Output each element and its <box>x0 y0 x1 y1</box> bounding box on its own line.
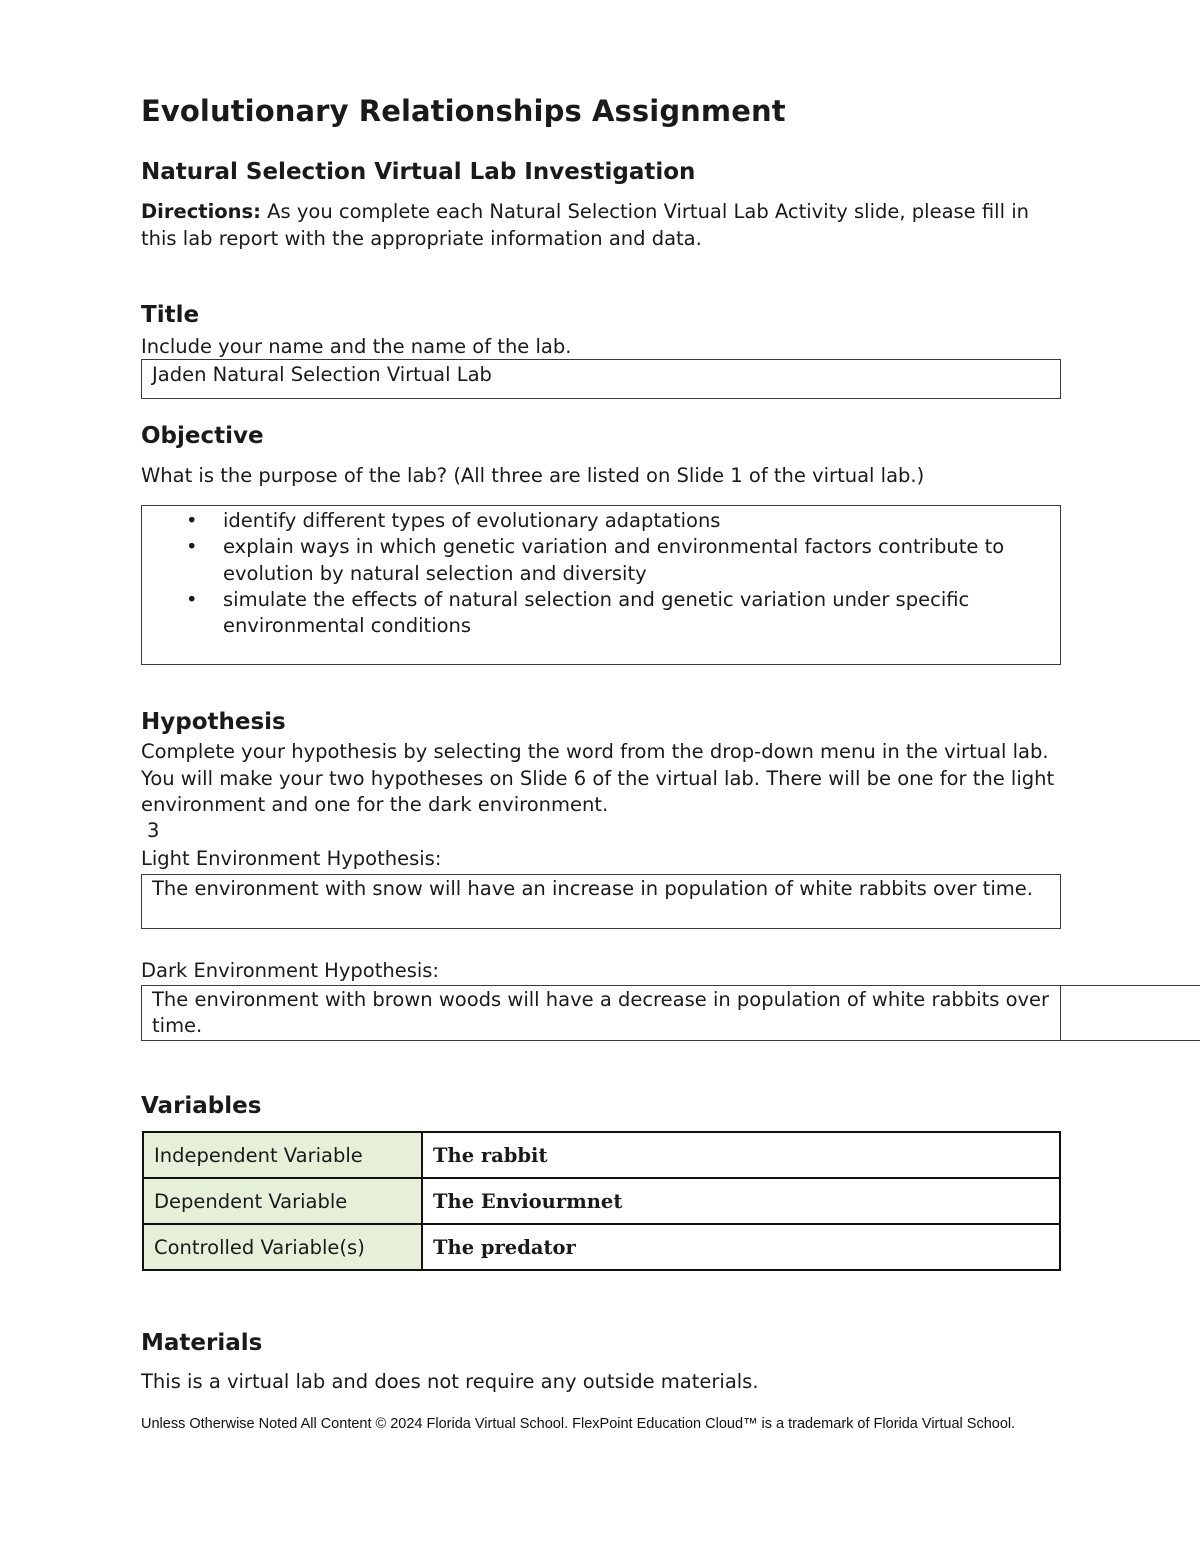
directions-label: Directions: <box>141 200 261 223</box>
objective-heading: Objective <box>141 423 264 449</box>
dark-hypothesis-overflow-cell <box>1059 985 1200 1041</box>
variable-value[interactable]: The rabbit <box>422 1132 1060 1178</box>
variable-value[interactable]: The Enviourmnet <box>422 1178 1060 1224</box>
table-row <box>143 1178 1060 1224</box>
objective-answer-box[interactable] <box>141 505 1061 665</box>
hypothesis-prompt: Complete your hypothesis by selecting the word from the drop-down menu in the virtual lab. You will make your two hypotheses on Slide 6 of the virtual lab. There will be one for the light environment and one for the dark environment. <box>141 740 1055 816</box>
table-row <box>143 1224 1060 1270</box>
bullet-icon: • <box>186 535 198 559</box>
title-answer: Jaden Natural Selection Virtual Lab <box>152 363 492 386</box>
materials-text: This is a virtual lab and does not require any outside materials. <box>141 1370 759 1393</box>
dark-hypothesis-answer: The environment with brown woods will have a decrease in population of white rabbits over time. <box>152 988 1050 1037</box>
light-hypothesis-label: Light Environment Hypothesis: <box>141 847 442 870</box>
directions-paragraph <box>141 199 1061 252</box>
dark-hypothesis-label: Dark Environment Hypothesis: <box>141 959 440 982</box>
list-item: • simulate the effects of natural selection and genetic variation under specific environmental conditions <box>186 587 970 638</box>
copyright-footer: Unless Otherwise Noted All Content © 2024 Florida Virtual School. FlexPoint Education Cloud™ is a trademark of Florida Virtual School. <box>141 1416 1016 1432</box>
page-subtitle: Natural Selection Virtual Lab Investigation <box>141 159 696 185</box>
variable-label: Independent Variable <box>143 1132 422 1178</box>
bullet-icon: • <box>186 587 198 611</box>
bullet-icon: • <box>186 509 198 532</box>
dark-hypothesis-box[interactable] <box>141 985 1061 1041</box>
variable-label: Dependent Variable <box>143 1178 422 1224</box>
stray-number: 3 <box>147 819 160 842</box>
title-answer-box[interactable] <box>141 359 1061 399</box>
list-item: • explain ways in which genetic variation and environmental factors contribute to evolution by natural selection and diversity <box>186 535 1005 585</box>
variable-label: Controlled Variable(s) <box>143 1224 422 1270</box>
light-hypothesis-answer: The environment with snow will have an increase in population of white rabbits over time. <box>152 877 1033 900</box>
materials-heading: Materials <box>141 1330 263 1356</box>
table-row <box>143 1132 1060 1178</box>
title-heading: Title <box>141 302 200 328</box>
objective-list <box>142 508 1060 639</box>
variable-value[interactable]: The predator <box>422 1224 1060 1270</box>
title-prompt: Include your name and the name of the lab. <box>141 335 572 358</box>
directions-text: As you complete each Natural Selection Virtual Lab Activity slide, please fill in this lab report with the appropriate information and data. <box>141 200 1029 250</box>
variables-heading: Variables <box>141 1093 262 1119</box>
variables-table <box>142 1131 1061 1271</box>
list-item: • identify different types of evolutionary adaptations <box>142 508 1060 534</box>
light-hypothesis-box[interactable] <box>141 874 1061 929</box>
page-title: Evolutionary Relationships Assignment <box>141 94 786 128</box>
hypothesis-heading: Hypothesis <box>141 709 286 735</box>
objective-prompt: What is the purpose of the lab? (All three are listed on Slide 1 of the virtual lab.) <box>141 464 925 487</box>
